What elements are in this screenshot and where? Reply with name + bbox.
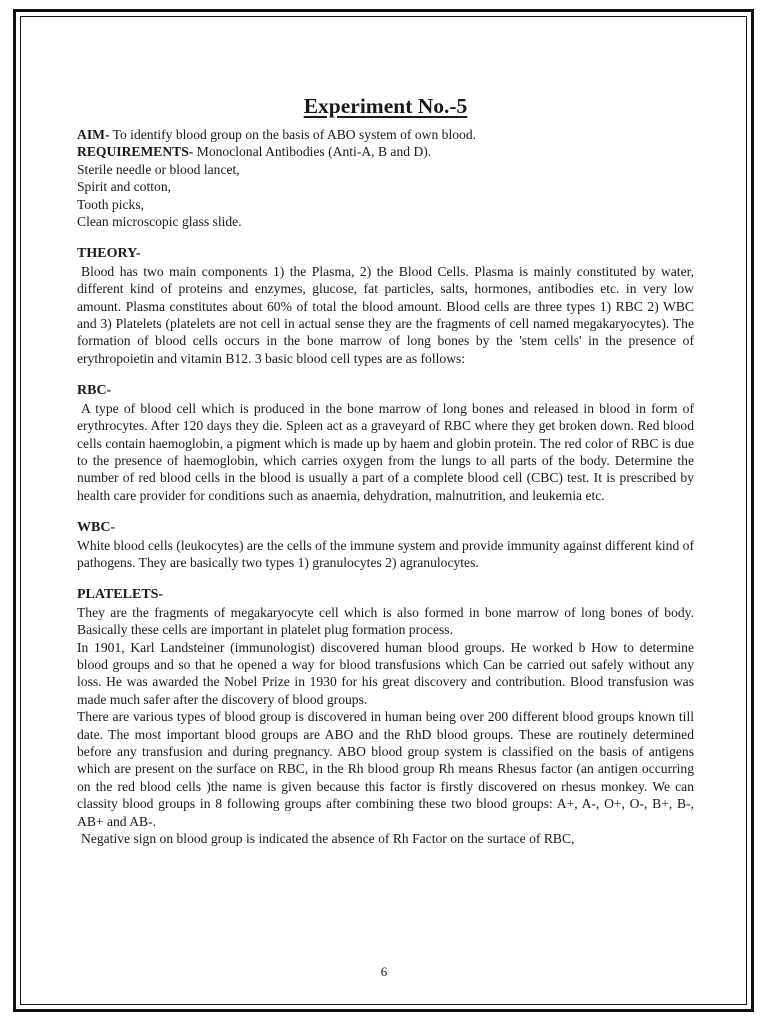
aim-text: To identify blood group on the basis of ABO system of own blood. xyxy=(109,127,477,142)
platelets-heading: PLATELETS- xyxy=(77,587,164,603)
rbc-paragraph: A type of blood cell which is produced in the bone marrow of long bones and released in blood in form of erythrocytes. After 120 days they die. Spleen act as a graveyard of RBC where they get broken down. Red blood cells contain haemoglobin, a pigment which is made up by haem and globin protein. The red color of RBC is due to the presence of haemoglobin, which carries oxygen from the lungs to all parts of the body. Determine the number of red blood cells in the blood is usually a part of a complete blood cell (CBC) test. It is prescribed by health care provider for conditions such as anaemia, dehydration, malnutrition, and leukemia etc. xyxy=(77,400,694,503)
requirement-item: Sterile needle or blood lancet, xyxy=(77,161,240,177)
requirements-line xyxy=(77,143,694,160)
rh-factor-paragraph: Negative sign on blood group is indicated the absence of Rh Factor on the surtace of RBC, xyxy=(81,831,575,847)
requirement-item: Spirit and cotton, xyxy=(77,179,172,195)
wbc-heading: WBC- xyxy=(77,520,116,536)
requirements-label: REQUIREMENTS- xyxy=(77,144,194,160)
requirements-text: Monoclonal Antibodies (Anti-A, B and D). xyxy=(193,144,432,160)
document-body xyxy=(77,92,694,847)
platelets-paragraph: They are the fragments of megakaryocyte cell which is also formed in bone marrow of long bones of body. Basically these cells are important in platelet plug formation process. xyxy=(77,604,694,638)
aim-label: AIM- xyxy=(77,127,110,142)
rbc-heading: RBC- xyxy=(77,383,112,399)
theory-paragraph: Blood has two main components 1) the Plasma, 2) the Blood Cells. Plasma is mainly constituted by water, different kind of proteins and enzymes, glucose, fat particles, salts, hormones, antibodies etc. in very low amount. Plasma constitutes about 60% of total the blood amount. Blood cells are three types 1) RBC 2) WBC and 3) Platelets (platelets are not cell in actual sense they are the fragments of cell named megakaryocytes). The formation of blood cells occurs in the bone marrow of long bones by the 'stem cells' in the presence of erythropoietin and vitamin B12. 3 basic blood cell types are as follows: xyxy=(77,263,694,366)
theory-heading: THEORY- xyxy=(77,246,141,262)
blood-group-types-paragraph: There are various types of blood group is discovered in human being over 200 different blood groups known till date. The most important blood groups are ABO and the RhD blood groups. These are routinely determined before any transfusion and during pregnancy. ABO blood group system is classified on the basis of antigens which are present on the surface on RBC, in the Rh blood group Rh means Rhesus factor (an antigen occurring on the red blood cells )the name is given because this factor is firstly discovered on rhesus monkey. We can classity blood groups in 8 following groups after combining these two blood groups: A+, A-, O+, O-, B+, B-, AB+ and AB-. xyxy=(77,709,694,829)
page-number: 6 xyxy=(380,964,388,979)
aim-line xyxy=(77,126,694,143)
requirement-item: Clean microscopic glass slide. xyxy=(77,214,242,230)
landsteiner-paragraph: In 1901, Karl Landsteiner (immunologist) discovered human blood groups. He worked b How to determine blood groups and so that he opened a way for blood transfusions which Can be carried out safely without any loss. He was awarded the Nobel Prize in 1930 for his great discovery and contribution. Blood transfusion was made much safer after the discovery of blood groups. xyxy=(77,639,694,707)
wbc-paragraph: White blood cells (leukocytes) are the cells of the immune system and provide immunity against different kind of pathogens. They are basically two types 1) granulocytes 2) agranulocytes. xyxy=(77,537,694,570)
page-title: Experiment No.-5 xyxy=(303,94,468,118)
requirement-item: Tooth picks, xyxy=(77,196,145,212)
